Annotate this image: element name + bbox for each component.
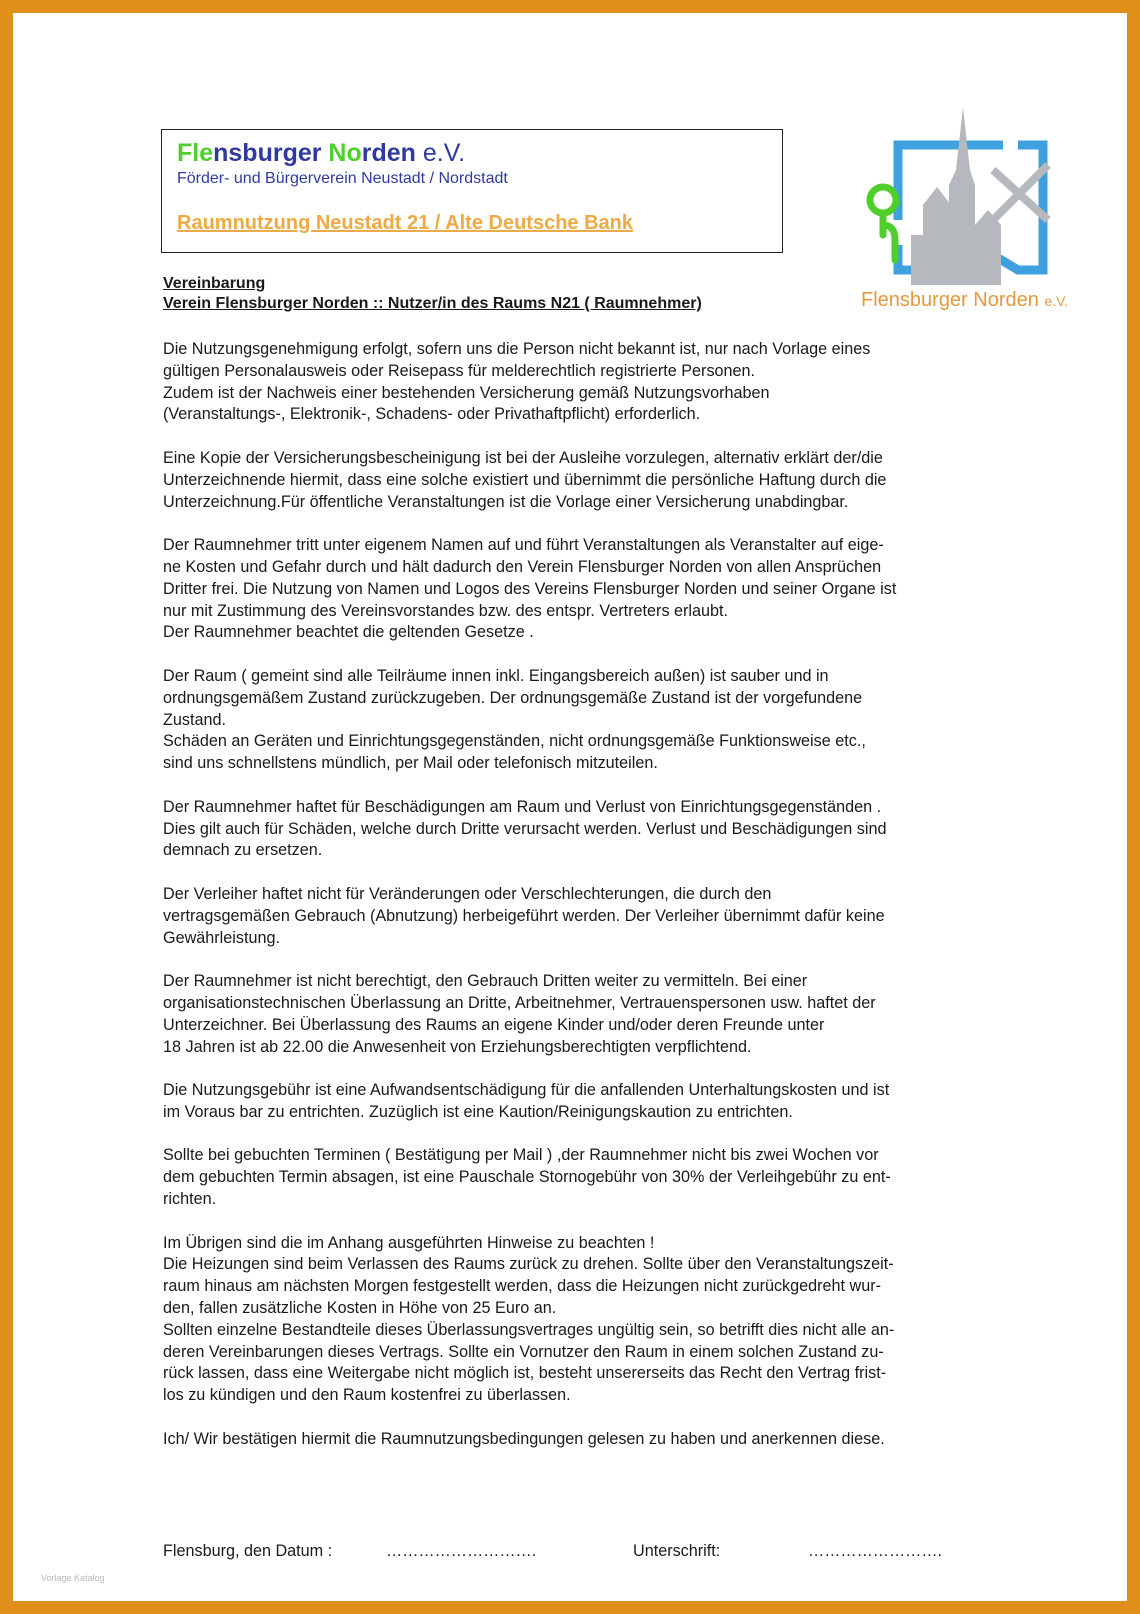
place-date-label: Flensburg, den Datum : <box>163 1542 333 1560</box>
paragraph-organizer-liability: Der Raumnehmer tritt unter eigenem Namen auf und führt Veranstaltungen als Veranstalter auf eige- ne Kosten und Gefahr durch und hält dadurch den Verein Flensburger Norden von allen Ansprüchen Dritter frei. Die Nutzung von Namen und Logos des Vereins Flensburger Norden und seiner Organe ist nur mit Zustimmung des Vereinsvorstandes bzw. des entspr. Vertreters erlaubt. Der Raumnehmer beachtet die geltenden Gesetze . <box>163 536 897 642</box>
watermark: Vorlage Katalog <box>41 1573 105 1583</box>
paragraph-lender-liability: Der Verleiher haftet nicht für Veränderungen oder Verschlechterungen, die durch den vertragsgemäßen Gebrauch (Abnutzung) herbeigeführt werden. Der Verleiher übernimmt dafür keine Gewährleistung. <box>163 884 885 947</box>
signature-field[interactable]: ……………………. <box>808 1542 942 1560</box>
agreement-subtitle: Verein Flensburger Norden :: Nutzer/in des Raums N21 ( Raumnehmer) <box>163 295 702 312</box>
org-name-part-green-1: Fle <box>177 139 214 167</box>
logo-text <box>861 289 1068 312</box>
organization-name <box>177 138 767 168</box>
logo-text-name: Flensburger Norden <box>861 289 1039 311</box>
room-title: Raumnutzung Neustadt 21 / Alte Deutsche Bank <box>177 212 633 234</box>
paragraph-room-condition: Der Raum ( gemeint sind alle Teilräume innen inkl. Eingangsbereich außen) ist sauber und in ordnungsgemäßem Zustand zurückzugeben. Der ordnungsgemäße Zustand ist der vorgefundene Zustand. Schäden an Geräten und Einrichtungsgegenständen, nicht ordnungsgemäße Funktionsweise etc., sind uns schnellstens mündlich, per Mail oder telefonisch mitzuteilen. <box>163 666 866 773</box>
agreement-body <box>163 339 1033 1472</box>
org-name-suffix: e.V. <box>415 139 466 167</box>
paragraph-third-parties: Der Raumnehmer ist nicht berechtigt, den Gebrauch Dritten weiter zu vermitteln. Bei einer organisationstechnischen Überlassung an Dritte, Arbeitnehmer, Vertrauenspersonen usw. haftet der Unterzeichner. Bei Überlassung des Raums an eigene Kinder und/oder deren Freunde unter 18 Jahren ist ab 22.00 die Anwesenheit von Erziehungsberechtigten verpflichtend. <box>163 972 876 1056</box>
org-name-part-blue-2: rden <box>361 139 416 167</box>
paragraph-additional-notes: Im Übrigen sind die im Anhang ausgeführten Hinweise zu beachten ! Die Heizungen sind beim Verlassen des Raums zurück zu drehen. Sollte über den Veranstaltungszeit- raum hinaus am nächsten Morgen festgestellt werden, dass die Heizungen nicht zurückgedreht wur- den, fallen zusätzliche Kosten in Höhe von 25 Euro an. Sollten einzelne Bestandteile dieses Überlassungsvertrages ungültig sein, so betrifft dies nicht alle an- deren Vereinbarungen dieses Vertrags. Sollte ein Vornutzer den Raum in einem solchen Zustand zu- rück lassen, dass eine Weitergabe nicht möglich ist, besteht unsererseits das Recht den Vertrag frist- los zu kündigen und den Raum kostenfrei zu überlassen. <box>163 1233 895 1405</box>
paragraph-insurance-copy: Eine Kopie der Versicherungsbescheinigung ist bei der Ausleihe vorzulegen, alternativ erklärt der/die Unterzeichnende hiermit, dass eine solche existiert und übernimmt die persönliche Haftung durch die Unterzeichnung.Für öffentliche Veranstaltungen ist die Vorlage einer Versicherung unabdingbar. <box>163 448 887 511</box>
logo-text-suffix: e.V. <box>1044 293 1069 309</box>
agreement-heading <box>163 274 702 314</box>
paragraph-damages: Der Raumnehmer haftet für Beschädigungen am Raum und Verlust von Einrichtungsgegenständen . Dies gilt auch für Schäden, welche durch Dritte verursacht werden. Verlust und Beschädigungen sind demnach zu ersetzen. <box>163 797 887 860</box>
paragraph-cancellation: Sollte bei gebuchten Terminen ( Bestätigung per Mail ) ,der Raumnehmer nicht bis zwei Wochen vor dem gebuchten Termin absagen, ist eine Pauschale Stornogebühr von 30% der Verleihgebühr zu ent- richten. <box>163 1146 891 1209</box>
paragraph-identification: Die Nutzungsgenehmigung erfolgt, sofern uns die Person nicht bekannt ist, nur nach Vorlage eines gültigen Personalausweis oder Reisepass für melderechtlich registrierte Personen. Zudem ist der Nachweis einer bestehenden Versicherung gemäß Nutzungsvorhaben (Veranstaltungs-, Elektronik-, Schadens- oder Privathaftpflicht) erforderlich. <box>163 340 871 424</box>
agreement-title: Vereinbarung <box>163 275 266 292</box>
header-box <box>161 129 783 253</box>
org-name-part-green-2: No <box>328 139 362 167</box>
signature-label: Unterschrift: <box>633 1542 721 1560</box>
paragraph-confirmation: Ich/ Wir bestätigen hiermit die Raumnutzungsbedingungen gelesen zu haben und anerkennen diese. <box>163 1429 885 1448</box>
date-field[interactable]: ………………………. <box>386 1542 537 1560</box>
org-name-part-blue-1: nsburger <box>213 139 329 167</box>
organization-subtitle: Förder- und Bürgerverein Neustadt / Nordstadt <box>177 170 508 187</box>
paragraph-usage-fee: Die Nutzungsgebühr ist eine Aufwandsentschädigung für die anfallenden Unterhaltungskosten und ist im Voraus bar zu entrichten. Zuzüglich ist eine Kaution/Reinigungskaution zu entrichten. <box>163 1081 890 1121</box>
